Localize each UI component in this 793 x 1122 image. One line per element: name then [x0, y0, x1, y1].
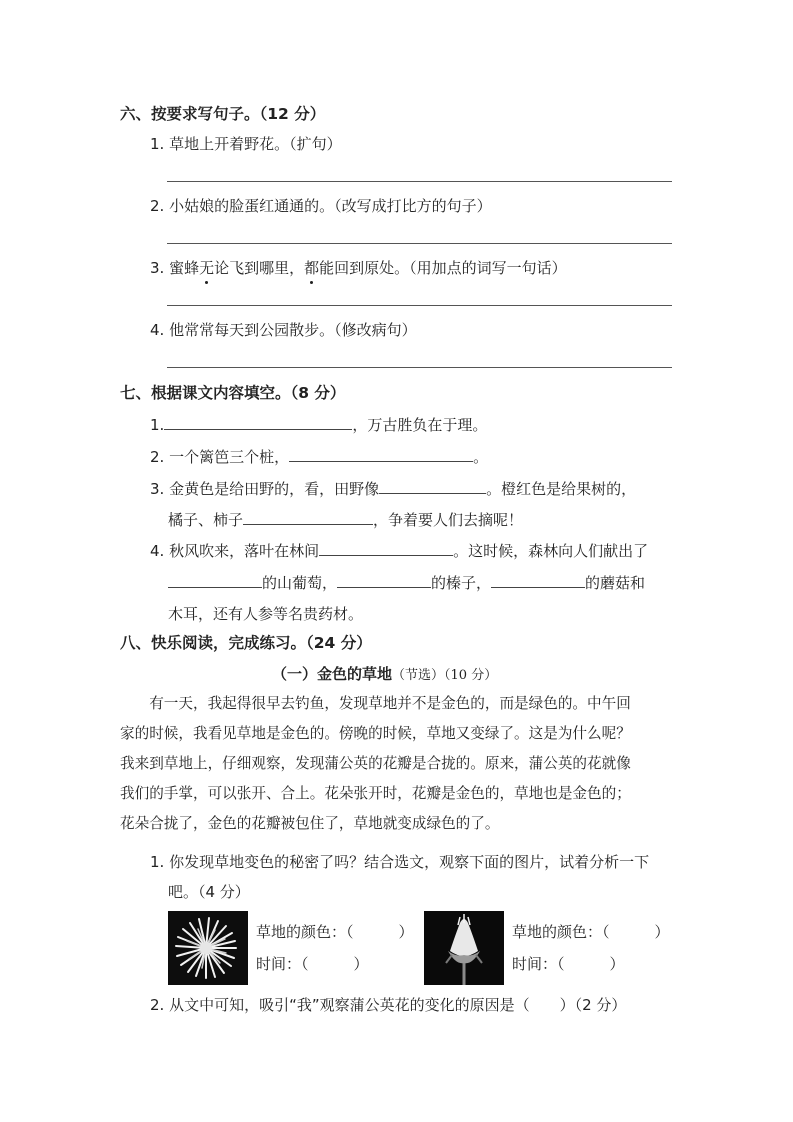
reading-title-note: （节选） — [392, 668, 445, 683]
question-8-2: 2. 从文中可知，吸引“我”观察蒲公英花的变化的原因是（ ）（2 分） — [150, 996, 627, 1014]
fill-7-1-suffix: ，万古胜负在于理。 — [352, 416, 488, 434]
fill-7-3-a: 3. 金黄色是给田野的，看，田野像 — [150, 480, 380, 498]
fill-7-2-suffix: 。 — [473, 448, 489, 466]
fill-7-4-a: 4. 秋风吹来，落叶在林间 — [150, 542, 320, 560]
reading-subtitle — [272, 664, 497, 686]
question-8-1-line2: 吧。（4 分） — [168, 883, 250, 901]
fill-item-7-4-line1 — [150, 540, 648, 561]
fill-7-4-e: 的蘑菇和 — [585, 574, 646, 592]
reading-title-score: （10 分） — [444, 668, 498, 683]
answer-line-6-4[interactable] — [167, 367, 672, 368]
closed-dandelion-photo — [424, 911, 504, 985]
fill-7-4-b: 。这时候，森林向人们献出了 — [453, 542, 649, 560]
section-eight-heading: 八、快乐阅读，完成练习。（24 分） — [120, 634, 372, 652]
fill-7-4-f: 木耳，还有人参等名贵药材。 — [168, 605, 364, 623]
fill-7-2-prefix: 2. 一个篱笆三个桩， — [150, 448, 290, 466]
open-dandelion-icon — [168, 911, 248, 985]
photo1-grass-color: 草地的颜色：（ ） — [256, 923, 414, 941]
question-8-1-line1: 1. 你发现草地变色的秘密了吗？结合选文，观察下面的图片，试着分析一下 — [150, 853, 650, 871]
passage-line: 家的时候，我看见草地是金色的。傍晚的时候，草地又变绿了。这是为什么呢？ — [120, 725, 631, 742]
question-6-3-prefix: 3. 蜜蜂 — [150, 259, 200, 277]
fill-item-7-4-line2 — [168, 572, 645, 593]
passage-line: 花朵合拢了，金色的花瓣被包住了，草地就变成绿色的了。 — [120, 815, 500, 832]
photo1-time: 时间：（ ） — [256, 955, 369, 973]
emphasized-char-wu: 无 — [199, 259, 215, 277]
question-6-3 — [150, 258, 567, 278]
section-six-heading: 六、按要求写句子。（12 分） — [120, 105, 326, 123]
question-6-4: 4. 他常常每天到公园散步。（修改病句） — [150, 321, 417, 339]
passage-line: 我们的手掌，可以张开、合上。花朵张开时，花瓣是金色的，草地也是金色的； — [120, 785, 631, 802]
blank-7-4-d[interactable] — [491, 572, 585, 588]
fill-item-7-1 — [150, 414, 487, 435]
question-6-3-mid: 论飞到哪里， — [214, 259, 305, 277]
fill-7-4-d: 的榛子， — [431, 574, 492, 592]
fill-7-4-c: 的山葡萄， — [262, 574, 338, 592]
fill-7-3-b: 。橙红色是给果树的， — [486, 480, 637, 498]
blank-7-3-b[interactable] — [243, 509, 373, 525]
reading-title: （一）金色的草地 — [272, 665, 393, 683]
passage-line: 我来到草地上，仔细观察，发现蒲公英的花瓣是合拢的。原来，蒲公英的花就像 — [120, 755, 631, 772]
answer-line-6-2[interactable] — [167, 243, 672, 244]
emphasized-char-dou: 都 — [304, 259, 320, 277]
blank-7-1[interactable] — [164, 414, 352, 430]
blank-7-2[interactable] — [289, 446, 473, 462]
passage-line: 有一天，我起得很早去钓鱼，发现草地并不是金色的，而是绿色的。中午回 — [120, 695, 631, 712]
blank-7-3-a[interactable] — [379, 478, 486, 494]
answer-line-6-3[interactable] — [167, 305, 672, 306]
question-6-1: 1. 草地上开着野花。（扩句） — [150, 135, 342, 153]
blank-7-4-a[interactable] — [319, 540, 453, 556]
blank-7-4-c[interactable] — [337, 572, 431, 588]
fill-7-3-d: ，争着要人们去摘呢！ — [373, 511, 524, 529]
photo2-grass-color: 草地的颜色：（ ） — [512, 923, 670, 941]
fill-7-3-c: 橘子、柿子 — [168, 511, 244, 529]
answer-line-6-1[interactable] — [167, 181, 672, 182]
fill-item-7-3-line1 — [150, 478, 636, 499]
blank-7-4-b[interactable] — [168, 572, 262, 588]
fill-item-7-3-line2 — [168, 509, 523, 530]
closed-dandelion-icon — [424, 911, 504, 985]
fill-item-7-2 — [150, 446, 488, 467]
question-6-3-suffix: 能回到原处。（用加点的词写一句话） — [319, 259, 567, 277]
photo2-time: 时间：（ ） — [512, 955, 625, 973]
question-6-2: 2. 小姑娘的脸蛋红通通的。（改写成打比方的句子） — [150, 197, 492, 215]
fill-7-1-prefix: 1. — [150, 416, 165, 434]
section-seven-heading: 七、根据课文内容填空。（8 分） — [120, 384, 346, 402]
open-dandelion-photo — [168, 911, 248, 985]
